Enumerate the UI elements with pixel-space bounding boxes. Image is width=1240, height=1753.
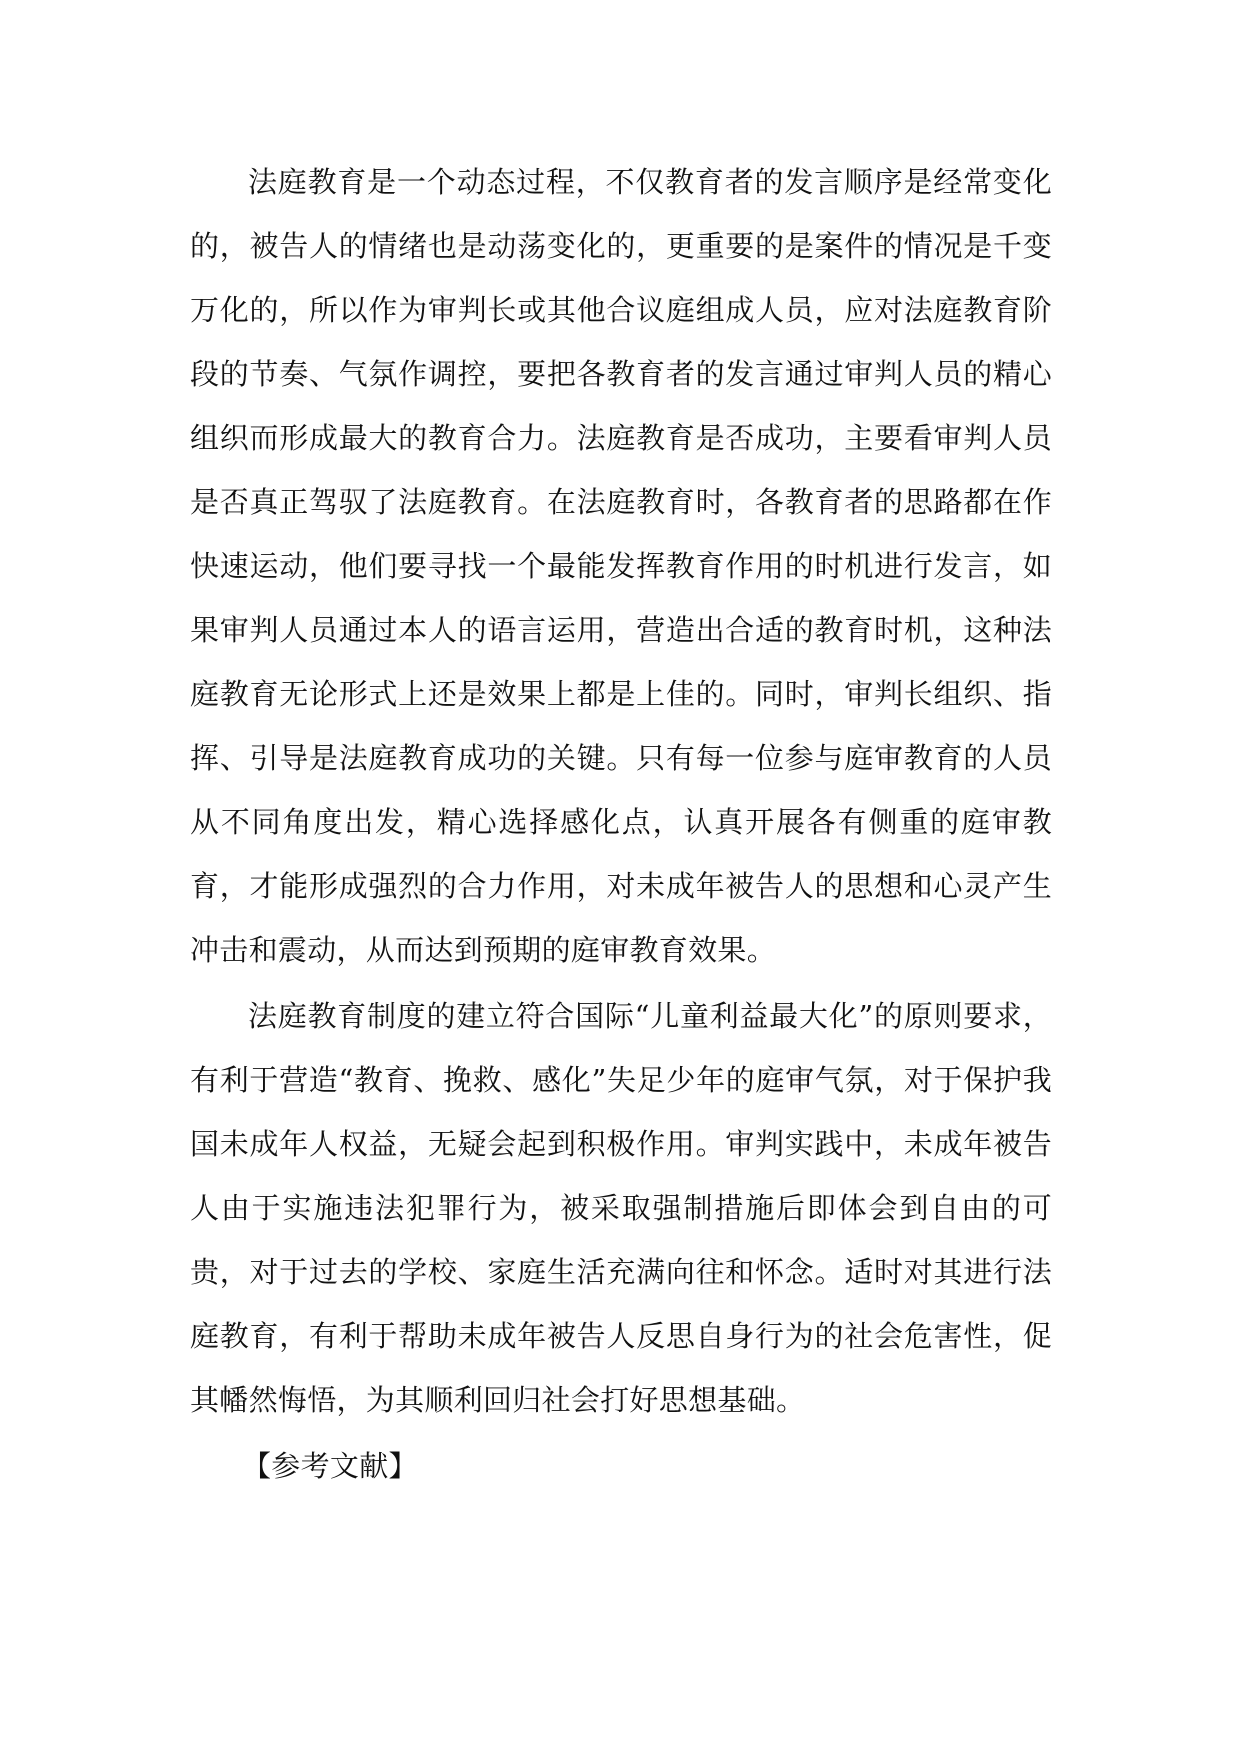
body-paragraph-1: 法庭教育是一个动态过程，不仅教育者的发言顺序是经常变化的，被告人的情绪也是动荡变化的，更重要的是案件的情况是千变万化的，所以作为审判长或其他合议庭组成人员，应对法庭教育阶段的节奏、气氛作调控，要把各教育者的发言通过审判人员的精心组织而形成最大的教育合力。法庭教育是否成功，主要看审判人员是否真正驾驭了法庭教育。在法庭教育时，各教育者的思路都在作快速运动，他们要寻找一个最能发挥教育作用的时机进行发言，如果审判人员通过本人的语言运用，营造出合适的教育时机，这种法庭教育无论形式上还是效果上都是上佳的。同时，审判长组织、指挥、引导是法庭教育成功的关键。只有每一位参与庭审教育的人员从不同角度出发，精心选择感化点，认真开展各有侧重的庭审教育，才能形成强烈的合力作用，对未成年被告人的思想和心灵产生冲击和震动，从而达到预期的庭审教育效果。 — [190, 165, 1052, 967]
body-paragraph-2: 法庭教育制度的建立符合国际“儿童利益最大化”的原则要求，有利于营造“教育、挽救、感化”失足少年的庭审气氛，对于保护我国未成年人权益，无疑会起到积极作用。审判实践中，未成年被告人由于实施违法犯罪行为，被采取强制措施后即体会到自由的可贵，对于过去的学校、家庭生活充满向往和怀念。适时对其进行法庭教育，有利于帮助未成年被告人反思自身行为的社会危害性，促其幡然悔悟，为其顺利回归社会打好思想基础。 — [190, 999, 1052, 1417]
document-body — [190, 150, 1052, 1498]
references-heading: 【参考文献】 — [242, 1449, 418, 1483]
